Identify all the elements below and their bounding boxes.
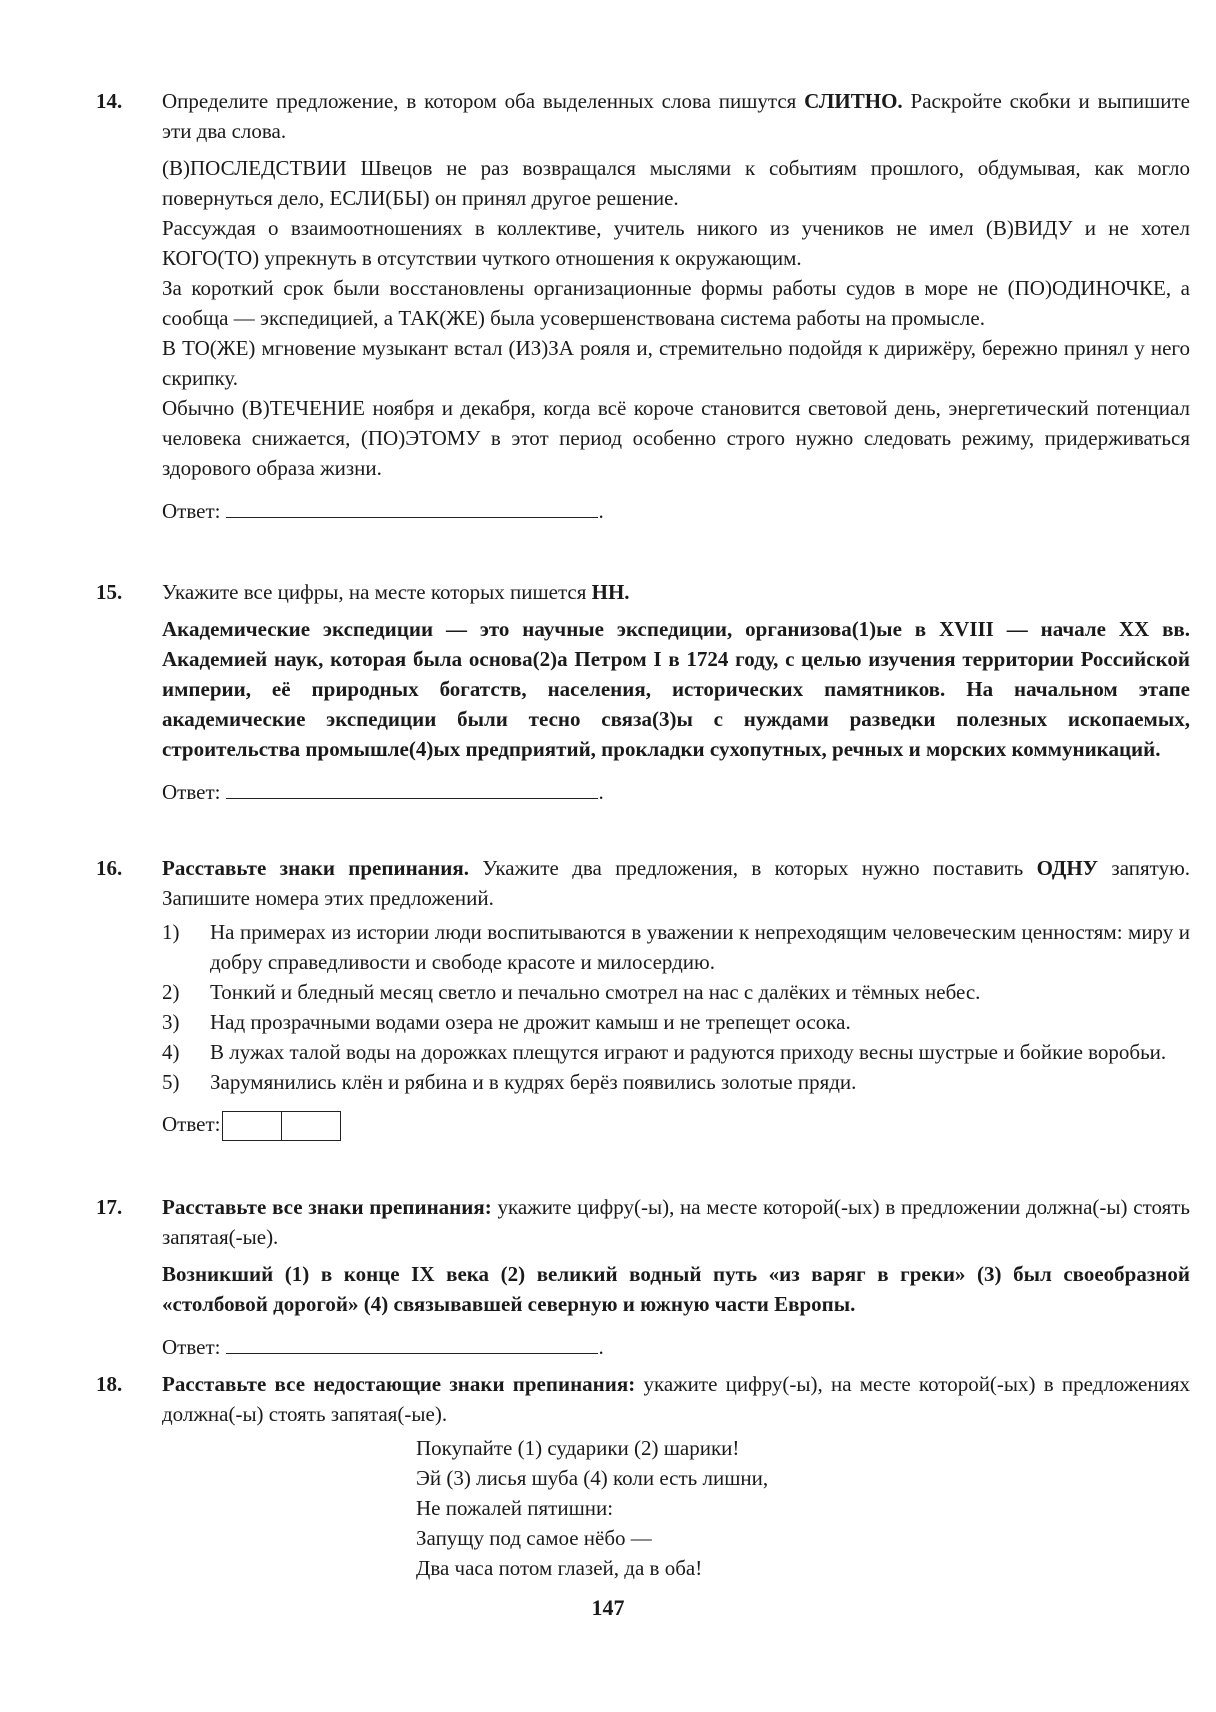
sentence-list [162, 917, 1190, 1097]
prompt-text: укажите цифру(-ы), на месте которой(-ых) в предложениях должна(-ы) стоять запятая(-ые). [162, 1372, 1190, 1426]
poem-line: Покупайте (1) сударики (2) шарики! [416, 1436, 740, 1460]
item-text: На примерах из истории люди воспитываются в уважении к непреходящим человеческим ценностям: миру и добру справедливости и свободе красоте и милосердию. [210, 920, 1190, 974]
poem-line: Эй (3) лисья шуба (4) коли есть лишни, [416, 1466, 769, 1490]
task-prompt [162, 86, 1190, 146]
prompt-emphasis: Расставьте все знаки препинания: [162, 1195, 492, 1219]
task-body [162, 577, 1190, 807]
sentence: (В)ПОСЛЕДСТВИИ Швецов не раз возвращался мыслями к событиям прошлого, обдумывая, как могло повернуться дело, ЕСЛИ(БЫ) он принял другое решение. [162, 156, 1190, 210]
task-body [162, 1369, 1190, 1583]
prompt-text: запятую. Запишите номера этих предложений. [162, 856, 1191, 910]
task-number: 15. [96, 580, 123, 604]
answer-line[interactable] [226, 495, 598, 518]
task-body [162, 853, 1190, 1141]
poem-line: Не пожалей пятишни: [416, 1496, 614, 1520]
task-text-bold: Возникший (1) в конце IX века (2) великий водный путь «из варяг в греки» (3) был своеобразной «столбовой дорогой» (4) связывавшей северную и южную части Европы. [162, 1262, 1190, 1316]
answer-label: Ответ: [162, 1112, 221, 1136]
prompt-emphasis: Расставьте знаки препинания. [162, 856, 469, 880]
item-text: Над прозрачными водами озера не дрожит камыш и не трепещет осока. [210, 1010, 851, 1034]
item-number: 5) [162, 1070, 180, 1094]
item-number: 2) [162, 980, 180, 1004]
answer-field [162, 495, 1190, 526]
answer-label: Ответ: [162, 780, 221, 804]
poem [416, 1433, 1190, 1583]
task-text-bold: Академические экспедиции — это научные экспедиции, организова(1)ые в XVIII — начале XX вв. Академией наук, которая была основа(2)а Петром I в 1724 году, с целью изучения территории Российской империи, её природных богатств, населения, исторических памятников. На начальном этапе академические экспедиции были тесно связа(3)ы с нуждами разведки полезных ископаемых, строительства промышле(4)ых предприятий, прокладки сухопутных, речных и морских коммуникаций. [162, 617, 1190, 761]
task-prompt [162, 1369, 1190, 1429]
answer-line[interactable] [226, 1331, 598, 1354]
task-number: 18. [96, 1372, 123, 1396]
task-number: 14. [96, 89, 123, 113]
answer-field [162, 1331, 1190, 1362]
poem-line: Запущу под самое нёбо — [416, 1526, 652, 1550]
task-body [162, 86, 1190, 526]
item-text: Зарумянились клён и рябина и в кудрях берёз появились золотые пряди. [210, 1070, 857, 1094]
prompt-text: укажите цифру(-ы), на месте которой(-ых) в предложении должна(-ы) стоять запятая(-ые). [162, 1195, 1190, 1249]
task-prompt [162, 577, 1190, 607]
item-number: 3) [162, 1010, 180, 1034]
sentence: За короткий срок были восстановлены организационные формы работы судов в море не (ПО)ОДИНОЧКЕ, а сообща — экспедицией, а ТАК(ЖЕ) была усовершенствована система работы на промысле. [162, 276, 1190, 330]
list-item [162, 977, 1190, 1007]
prompt-emphasis: Расставьте все недостающие знаки препинания: [162, 1372, 636, 1396]
prompt-text: Укажите все цифры, на месте которых пишется [162, 580, 592, 604]
task-text [162, 614, 1190, 764]
answer-box-2[interactable] [282, 1111, 341, 1141]
item-text: Тонкий и бледный месяц светло и печально смотрел на нас с далёких и тёмных небес. [210, 980, 981, 1004]
list-item [162, 1007, 1190, 1037]
item-number: 1) [162, 920, 180, 944]
task-text [162, 1259, 1190, 1319]
poem-line: Два часа потом глазей, да в оба! [416, 1556, 703, 1580]
prompt-text: Определите предложение, в котором оба выделенных слова пишутся [162, 89, 805, 113]
task-number: 16. [96, 856, 123, 880]
task-prompt [162, 1192, 1190, 1252]
list-item [162, 1067, 1190, 1097]
answer-period: . [598, 780, 604, 804]
prompt-emphasis: ОДНУ [1036, 856, 1099, 880]
prompt-text: Раскройте скобки и выпишите эти два слова. [162, 89, 1190, 143]
answer-period: . [598, 499, 604, 523]
prompt-emphasis: СЛИТНО. [804, 89, 903, 113]
task-number: 17. [96, 1195, 123, 1219]
answer-field [162, 776, 1190, 807]
answer-boxes [222, 1111, 341, 1141]
task-prompt [162, 853, 1190, 913]
list-item [162, 1037, 1190, 1067]
answer-period: . [598, 1335, 604, 1359]
task-body [162, 1192, 1190, 1362]
answer-label: Ответ: [162, 1335, 221, 1359]
answer-line[interactable] [226, 776, 598, 799]
prompt-emphasis: НН. [591, 580, 630, 604]
sentence: Рассуждая о взаимоотношениях в коллективе, учитель никого из учеников не имел (В)ВИДУ и не хотел КОГО(ТО) упрекнуть в отсутствии чуткого отношения к окружающим. [162, 216, 1190, 270]
answer-label: Ответ: [162, 499, 221, 523]
list-item [162, 917, 1190, 977]
page-number: 147 [591, 1595, 625, 1620]
sentence: В ТО(ЖЕ) мгновение музыкант встал (ИЗ)ЗА рояля и, стремительно подойдя к дирижёру, бережно принял у него скрипку. [162, 336, 1190, 390]
item-text: В лужах талой воды на дорожках плещутся играют и радуются приходу весны шустрые и бойкие воробьи. [210, 1040, 1167, 1064]
prompt-text: Укажите два предложения, в которых нужно поставить [469, 856, 1037, 880]
item-number: 4) [162, 1040, 180, 1064]
answer-field [162, 1109, 1190, 1141]
sentence: Обычно (В)ТЕЧЕНИЕ ноября и декабря, когда всё короче становится световой день, энергетический потенциал человека снижается, (ПО)ЭТОМУ в этот период особенно строго нужно следовать режиму, придерживаться здорового образа жизни. [162, 396, 1190, 480]
answer-box-1[interactable] [222, 1111, 282, 1141]
